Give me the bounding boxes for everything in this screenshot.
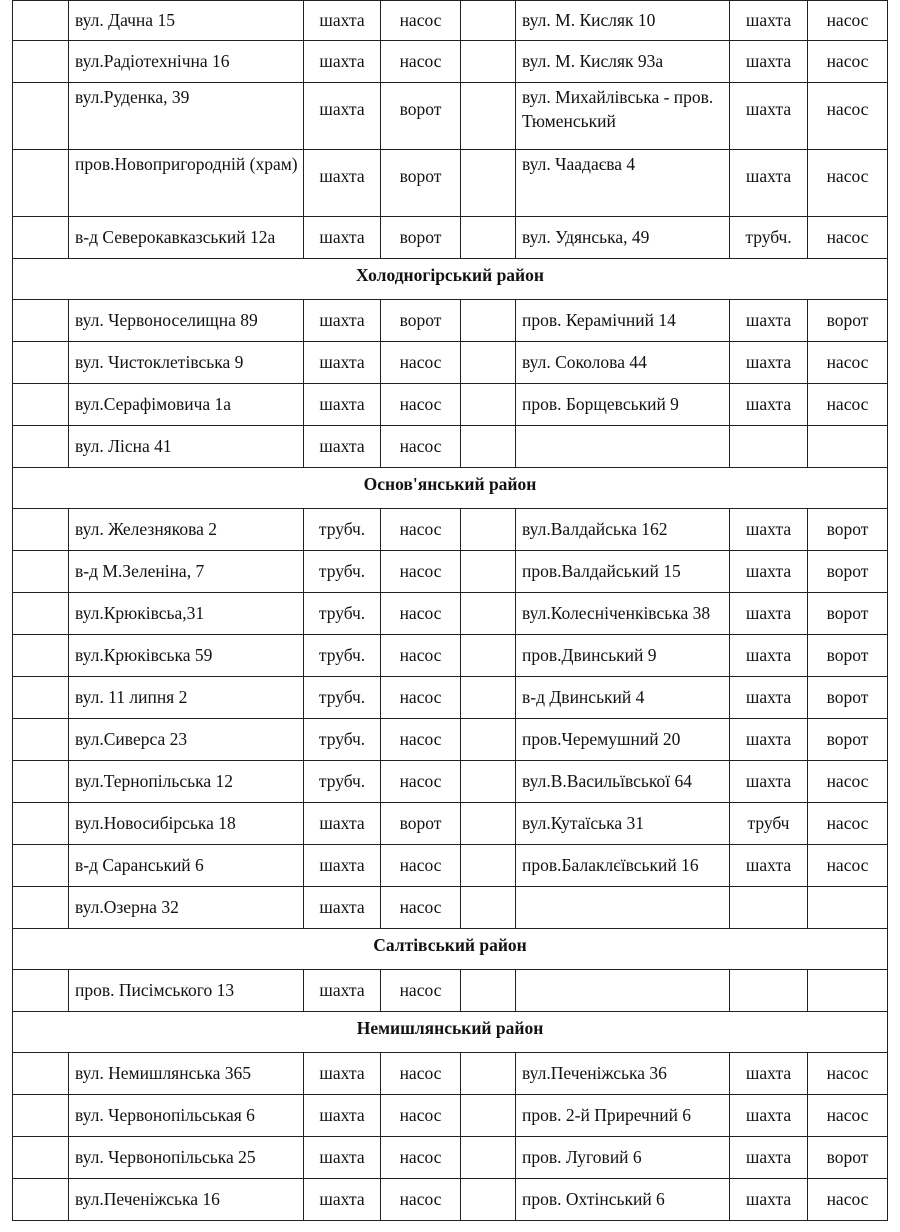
table-row bbox=[13, 41, 888, 83]
left-equipment-cell: насос bbox=[381, 1, 461, 41]
left-number-cell bbox=[13, 1053, 69, 1095]
left-type-cell: шахта bbox=[304, 41, 381, 83]
left-type-cell: трубч. bbox=[304, 677, 381, 719]
left-number-cell bbox=[13, 509, 69, 551]
left-type-cell: шахта bbox=[304, 1053, 381, 1095]
right-type-cell: шахта bbox=[730, 384, 808, 426]
right-equipment-cell bbox=[808, 426, 888, 468]
right-equipment-cell: ворот bbox=[808, 551, 888, 593]
right-type-cell: шахта bbox=[730, 677, 808, 719]
right-type-cell: шахта bbox=[730, 1095, 808, 1137]
left-type-cell: шахта bbox=[304, 803, 381, 845]
right-type-cell: шахта bbox=[730, 1, 808, 41]
left-equipment-cell: насос bbox=[381, 719, 461, 761]
right-number-cell bbox=[461, 635, 516, 677]
left-address-cell: вул.Печеніжська 16 bbox=[69, 1179, 304, 1221]
left-equipment-cell: насос bbox=[381, 1053, 461, 1095]
right-equipment-cell: ворот bbox=[808, 635, 888, 677]
right-number-cell bbox=[461, 970, 516, 1012]
left-number-cell bbox=[13, 593, 69, 635]
right-number-cell bbox=[461, 593, 516, 635]
right-address-cell: пров. Охтінський 6 bbox=[516, 1179, 730, 1221]
table-row bbox=[13, 845, 888, 887]
right-number-cell bbox=[461, 1053, 516, 1095]
right-address-cell: пров.Балаклєївський 16 bbox=[516, 845, 730, 887]
right-equipment-cell: ворот bbox=[808, 1137, 888, 1179]
left-equipment-cell: ворот bbox=[381, 83, 461, 150]
right-equipment-cell: насос bbox=[808, 1, 888, 41]
right-type-cell bbox=[730, 970, 808, 1012]
left-type-cell: трубч. bbox=[304, 719, 381, 761]
right-type-cell: шахта bbox=[730, 1053, 808, 1095]
district-header-row bbox=[13, 468, 888, 509]
right-type-cell: шахта bbox=[730, 845, 808, 887]
table-row bbox=[13, 217, 888, 259]
right-type-cell: шахта bbox=[730, 593, 808, 635]
left-address-cell: вул.Тернопільська 12 bbox=[69, 761, 304, 803]
right-address-cell: пров. Борщевський 9 bbox=[516, 384, 730, 426]
table-row bbox=[13, 83, 888, 150]
right-address-cell: вул.Печеніжська 36 bbox=[516, 1053, 730, 1095]
left-equipment-cell: насос bbox=[381, 509, 461, 551]
table-row bbox=[13, 1179, 888, 1221]
table-row bbox=[13, 887, 888, 929]
right-number-cell bbox=[461, 342, 516, 384]
left-equipment-cell: насос bbox=[381, 551, 461, 593]
left-number-cell bbox=[13, 970, 69, 1012]
right-address-cell: пров. Луговий 6 bbox=[516, 1137, 730, 1179]
right-equipment-cell: насос bbox=[808, 845, 888, 887]
table-row bbox=[13, 719, 888, 761]
table-row bbox=[13, 1095, 888, 1137]
right-number-cell bbox=[461, 761, 516, 803]
right-type-cell: шахта bbox=[730, 1179, 808, 1221]
left-equipment-cell: насос bbox=[381, 1095, 461, 1137]
right-address-cell bbox=[516, 426, 730, 468]
right-address-cell: вул. М. Кисляк 10 bbox=[516, 1, 730, 41]
table-row bbox=[13, 509, 888, 551]
right-equipment-cell: ворот bbox=[808, 593, 888, 635]
left-number-cell bbox=[13, 551, 69, 593]
left-type-cell: шахта bbox=[304, 217, 381, 259]
left-equipment-cell: насос bbox=[381, 635, 461, 677]
left-address-cell: вул.Крюківська 59 bbox=[69, 635, 304, 677]
district-header-row bbox=[13, 929, 888, 970]
right-address-cell: вул.Колесніченківська 38 bbox=[516, 593, 730, 635]
right-equipment-cell: насос bbox=[808, 41, 888, 83]
right-address-cell bbox=[516, 970, 730, 1012]
right-equipment-cell: ворот bbox=[808, 509, 888, 551]
right-number-cell bbox=[461, 41, 516, 83]
right-number-cell bbox=[461, 845, 516, 887]
left-number-cell bbox=[13, 635, 69, 677]
right-type-cell: трубч. bbox=[730, 217, 808, 259]
left-number-cell bbox=[13, 217, 69, 259]
left-number-cell bbox=[13, 1137, 69, 1179]
left-number-cell bbox=[13, 677, 69, 719]
left-number-cell bbox=[13, 845, 69, 887]
table-row bbox=[13, 551, 888, 593]
left-address-cell: вул.Крюківсьа,31 bbox=[69, 593, 304, 635]
right-type-cell: шахта bbox=[730, 300, 808, 342]
right-address-cell: вул. Михайлівська - пров. Тюменський bbox=[516, 83, 730, 150]
left-address-cell: вул.Руденка, 39 bbox=[69, 83, 304, 150]
right-equipment-cell: насос bbox=[808, 83, 888, 150]
left-number-cell bbox=[13, 83, 69, 150]
right-type-cell: шахта bbox=[730, 41, 808, 83]
right-number-cell bbox=[461, 1095, 516, 1137]
left-equipment-cell: ворот bbox=[381, 217, 461, 259]
left-type-cell: шахта bbox=[304, 1137, 381, 1179]
left-equipment-cell: ворот bbox=[381, 803, 461, 845]
table-row bbox=[13, 342, 888, 384]
right-address-cell: пров.Черемушний 20 bbox=[516, 719, 730, 761]
left-type-cell: шахта bbox=[304, 1095, 381, 1137]
right-equipment-cell: насос bbox=[808, 761, 888, 803]
left-equipment-cell: насос bbox=[381, 41, 461, 83]
left-equipment-cell: насос bbox=[381, 426, 461, 468]
left-address-cell: вул. Немишлянська 365 bbox=[69, 1053, 304, 1095]
district-name: Салтівський район bbox=[13, 929, 888, 970]
right-number-cell bbox=[461, 83, 516, 150]
left-address-cell: в-д Саранський 6 bbox=[69, 845, 304, 887]
left-number-cell bbox=[13, 426, 69, 468]
right-number-cell bbox=[461, 426, 516, 468]
right-number-cell bbox=[461, 803, 516, 845]
right-address-cell: в-д Двинський 4 bbox=[516, 677, 730, 719]
right-address-cell: вул.Кутаїська 31 bbox=[516, 803, 730, 845]
table-row bbox=[13, 150, 888, 217]
right-address-cell: пров.Валдайський 15 bbox=[516, 551, 730, 593]
left-equipment-cell: насос bbox=[381, 970, 461, 1012]
right-equipment-cell: насос bbox=[808, 342, 888, 384]
right-equipment-cell: насос bbox=[808, 1095, 888, 1137]
table-row bbox=[13, 1137, 888, 1179]
left-number-cell bbox=[13, 719, 69, 761]
right-address-cell: пров. Керамічний 14 bbox=[516, 300, 730, 342]
left-equipment-cell: насос bbox=[381, 887, 461, 929]
right-type-cell: шахта bbox=[730, 719, 808, 761]
left-type-cell: шахта bbox=[304, 845, 381, 887]
left-number-cell bbox=[13, 1179, 69, 1221]
table-row bbox=[13, 970, 888, 1012]
left-address-cell: вул. Лісна 41 bbox=[69, 426, 304, 468]
left-equipment-cell: насос bbox=[381, 761, 461, 803]
left-equipment-cell: ворот bbox=[381, 300, 461, 342]
right-number-cell bbox=[461, 677, 516, 719]
left-number-cell bbox=[13, 342, 69, 384]
right-address-cell: вул. Чаадаєва 4 bbox=[516, 150, 730, 217]
right-address-cell: пров. 2-й Приречний 6 bbox=[516, 1095, 730, 1137]
right-address-cell: вул.В.Васильївської 64 bbox=[516, 761, 730, 803]
right-address-cell: вул.Валдайська 162 bbox=[516, 509, 730, 551]
right-type-cell: шахта bbox=[730, 509, 808, 551]
left-type-cell: шахта bbox=[304, 1179, 381, 1221]
right-address-cell: вул. М. Кисляк 93а bbox=[516, 41, 730, 83]
left-type-cell: шахта bbox=[304, 1, 381, 41]
right-number-cell bbox=[461, 300, 516, 342]
left-address-cell: вул.Серафімовича 1а bbox=[69, 384, 304, 426]
left-number-cell bbox=[13, 150, 69, 217]
left-address-cell: вул. Червоноселищна 89 bbox=[69, 300, 304, 342]
right-number-cell bbox=[461, 1, 516, 41]
left-type-cell: шахта bbox=[304, 83, 381, 150]
district-name: Немишлянський район bbox=[13, 1012, 888, 1053]
right-address-cell: вул. Соколова 44 bbox=[516, 342, 730, 384]
left-address-cell: пров.Новопригородній (храм) bbox=[69, 150, 304, 217]
table-row bbox=[13, 300, 888, 342]
left-equipment-cell: насос bbox=[381, 677, 461, 719]
left-type-cell: шахта bbox=[304, 426, 381, 468]
left-number-cell bbox=[13, 1, 69, 41]
left-type-cell: трубч. bbox=[304, 593, 381, 635]
right-number-cell bbox=[461, 1137, 516, 1179]
left-number-cell bbox=[13, 384, 69, 426]
right-number-cell bbox=[461, 509, 516, 551]
district-name: Холодногірський район bbox=[13, 259, 888, 300]
table-row bbox=[13, 1, 888, 41]
left-address-cell: вул. Чистоклетівська 9 bbox=[69, 342, 304, 384]
left-address-cell: вул. 11 липня 2 bbox=[69, 677, 304, 719]
left-number-cell bbox=[13, 803, 69, 845]
left-address-cell: пров. Писімського 13 bbox=[69, 970, 304, 1012]
right-type-cell: шахта bbox=[730, 150, 808, 217]
district-header-row bbox=[13, 259, 888, 300]
left-equipment-cell: насос bbox=[381, 384, 461, 426]
left-number-cell bbox=[13, 300, 69, 342]
right-number-cell bbox=[461, 1179, 516, 1221]
left-type-cell: шахта bbox=[304, 887, 381, 929]
left-number-cell bbox=[13, 41, 69, 83]
right-equipment-cell bbox=[808, 970, 888, 1012]
table-row bbox=[13, 426, 888, 468]
table-row bbox=[13, 593, 888, 635]
right-equipment-cell: насос bbox=[808, 803, 888, 845]
right-address-cell: пров.Двинський 9 bbox=[516, 635, 730, 677]
left-type-cell: шахта bbox=[304, 970, 381, 1012]
left-equipment-cell: насос bbox=[381, 342, 461, 384]
left-number-cell bbox=[13, 761, 69, 803]
right-number-cell bbox=[461, 217, 516, 259]
left-address-cell: вул.Озерна 32 bbox=[69, 887, 304, 929]
left-type-cell: трубч. bbox=[304, 761, 381, 803]
left-equipment-cell: насос bbox=[381, 1137, 461, 1179]
right-number-cell bbox=[461, 719, 516, 761]
right-equipment-cell bbox=[808, 887, 888, 929]
right-equipment-cell: насос bbox=[808, 1179, 888, 1221]
right-number-cell bbox=[461, 384, 516, 426]
left-type-cell: шахта bbox=[304, 342, 381, 384]
district-header-row bbox=[13, 1012, 888, 1053]
left-address-cell: вул.Радіотехнічна 16 bbox=[69, 41, 304, 83]
right-type-cell bbox=[730, 426, 808, 468]
left-type-cell: трубч. bbox=[304, 551, 381, 593]
left-equipment-cell: насос bbox=[381, 845, 461, 887]
table-body bbox=[13, 1, 888, 1221]
table-row bbox=[13, 1053, 888, 1095]
right-equipment-cell: ворот bbox=[808, 719, 888, 761]
left-type-cell: трубч. bbox=[304, 635, 381, 677]
left-type-cell: шахта bbox=[304, 150, 381, 217]
left-number-cell bbox=[13, 1095, 69, 1137]
left-address-cell: вул.Сиверса 23 bbox=[69, 719, 304, 761]
right-equipment-cell: ворот bbox=[808, 300, 888, 342]
left-address-cell: вул. Червонопільська 25 bbox=[69, 1137, 304, 1179]
left-type-cell: шахта bbox=[304, 384, 381, 426]
left-equipment-cell: ворот bbox=[381, 150, 461, 217]
district-name: Основ'янський район bbox=[13, 468, 888, 509]
right-equipment-cell: насос bbox=[808, 150, 888, 217]
wells-table bbox=[12, 0, 888, 1221]
right-type-cell: шахта bbox=[730, 761, 808, 803]
right-equipment-cell: насос bbox=[808, 1053, 888, 1095]
table-row bbox=[13, 677, 888, 719]
left-equipment-cell: насос bbox=[381, 1179, 461, 1221]
right-address-cell bbox=[516, 887, 730, 929]
right-type-cell: шахта bbox=[730, 342, 808, 384]
right-equipment-cell: ворот bbox=[808, 677, 888, 719]
right-type-cell: шахта bbox=[730, 83, 808, 150]
left-type-cell: шахта bbox=[304, 300, 381, 342]
right-type-cell: шахта bbox=[730, 635, 808, 677]
right-equipment-cell: насос bbox=[808, 217, 888, 259]
left-address-cell: вул. Железнякова 2 bbox=[69, 509, 304, 551]
left-address-cell: вул. Дачна 15 bbox=[69, 1, 304, 41]
right-type-cell: трубч bbox=[730, 803, 808, 845]
table-row bbox=[13, 384, 888, 426]
left-address-cell: вул. Червонопільськая 6 bbox=[69, 1095, 304, 1137]
right-number-cell bbox=[461, 551, 516, 593]
table-row bbox=[13, 761, 888, 803]
right-type-cell: шахта bbox=[730, 1137, 808, 1179]
right-type-cell: шахта bbox=[730, 551, 808, 593]
left-type-cell: трубч. bbox=[304, 509, 381, 551]
left-address-cell: вул.Новосибірська 18 bbox=[69, 803, 304, 845]
right-number-cell bbox=[461, 887, 516, 929]
table-row bbox=[13, 635, 888, 677]
left-equipment-cell: насос bbox=[381, 593, 461, 635]
left-address-cell: в-д Северокавказський 12а bbox=[69, 217, 304, 259]
right-address-cell: вул. Удянська, 49 bbox=[516, 217, 730, 259]
left-number-cell bbox=[13, 887, 69, 929]
right-type-cell bbox=[730, 887, 808, 929]
table-row bbox=[13, 803, 888, 845]
left-address-cell: в-д М.Зеленіна, 7 bbox=[69, 551, 304, 593]
right-number-cell bbox=[461, 150, 516, 217]
right-equipment-cell: насос bbox=[808, 384, 888, 426]
